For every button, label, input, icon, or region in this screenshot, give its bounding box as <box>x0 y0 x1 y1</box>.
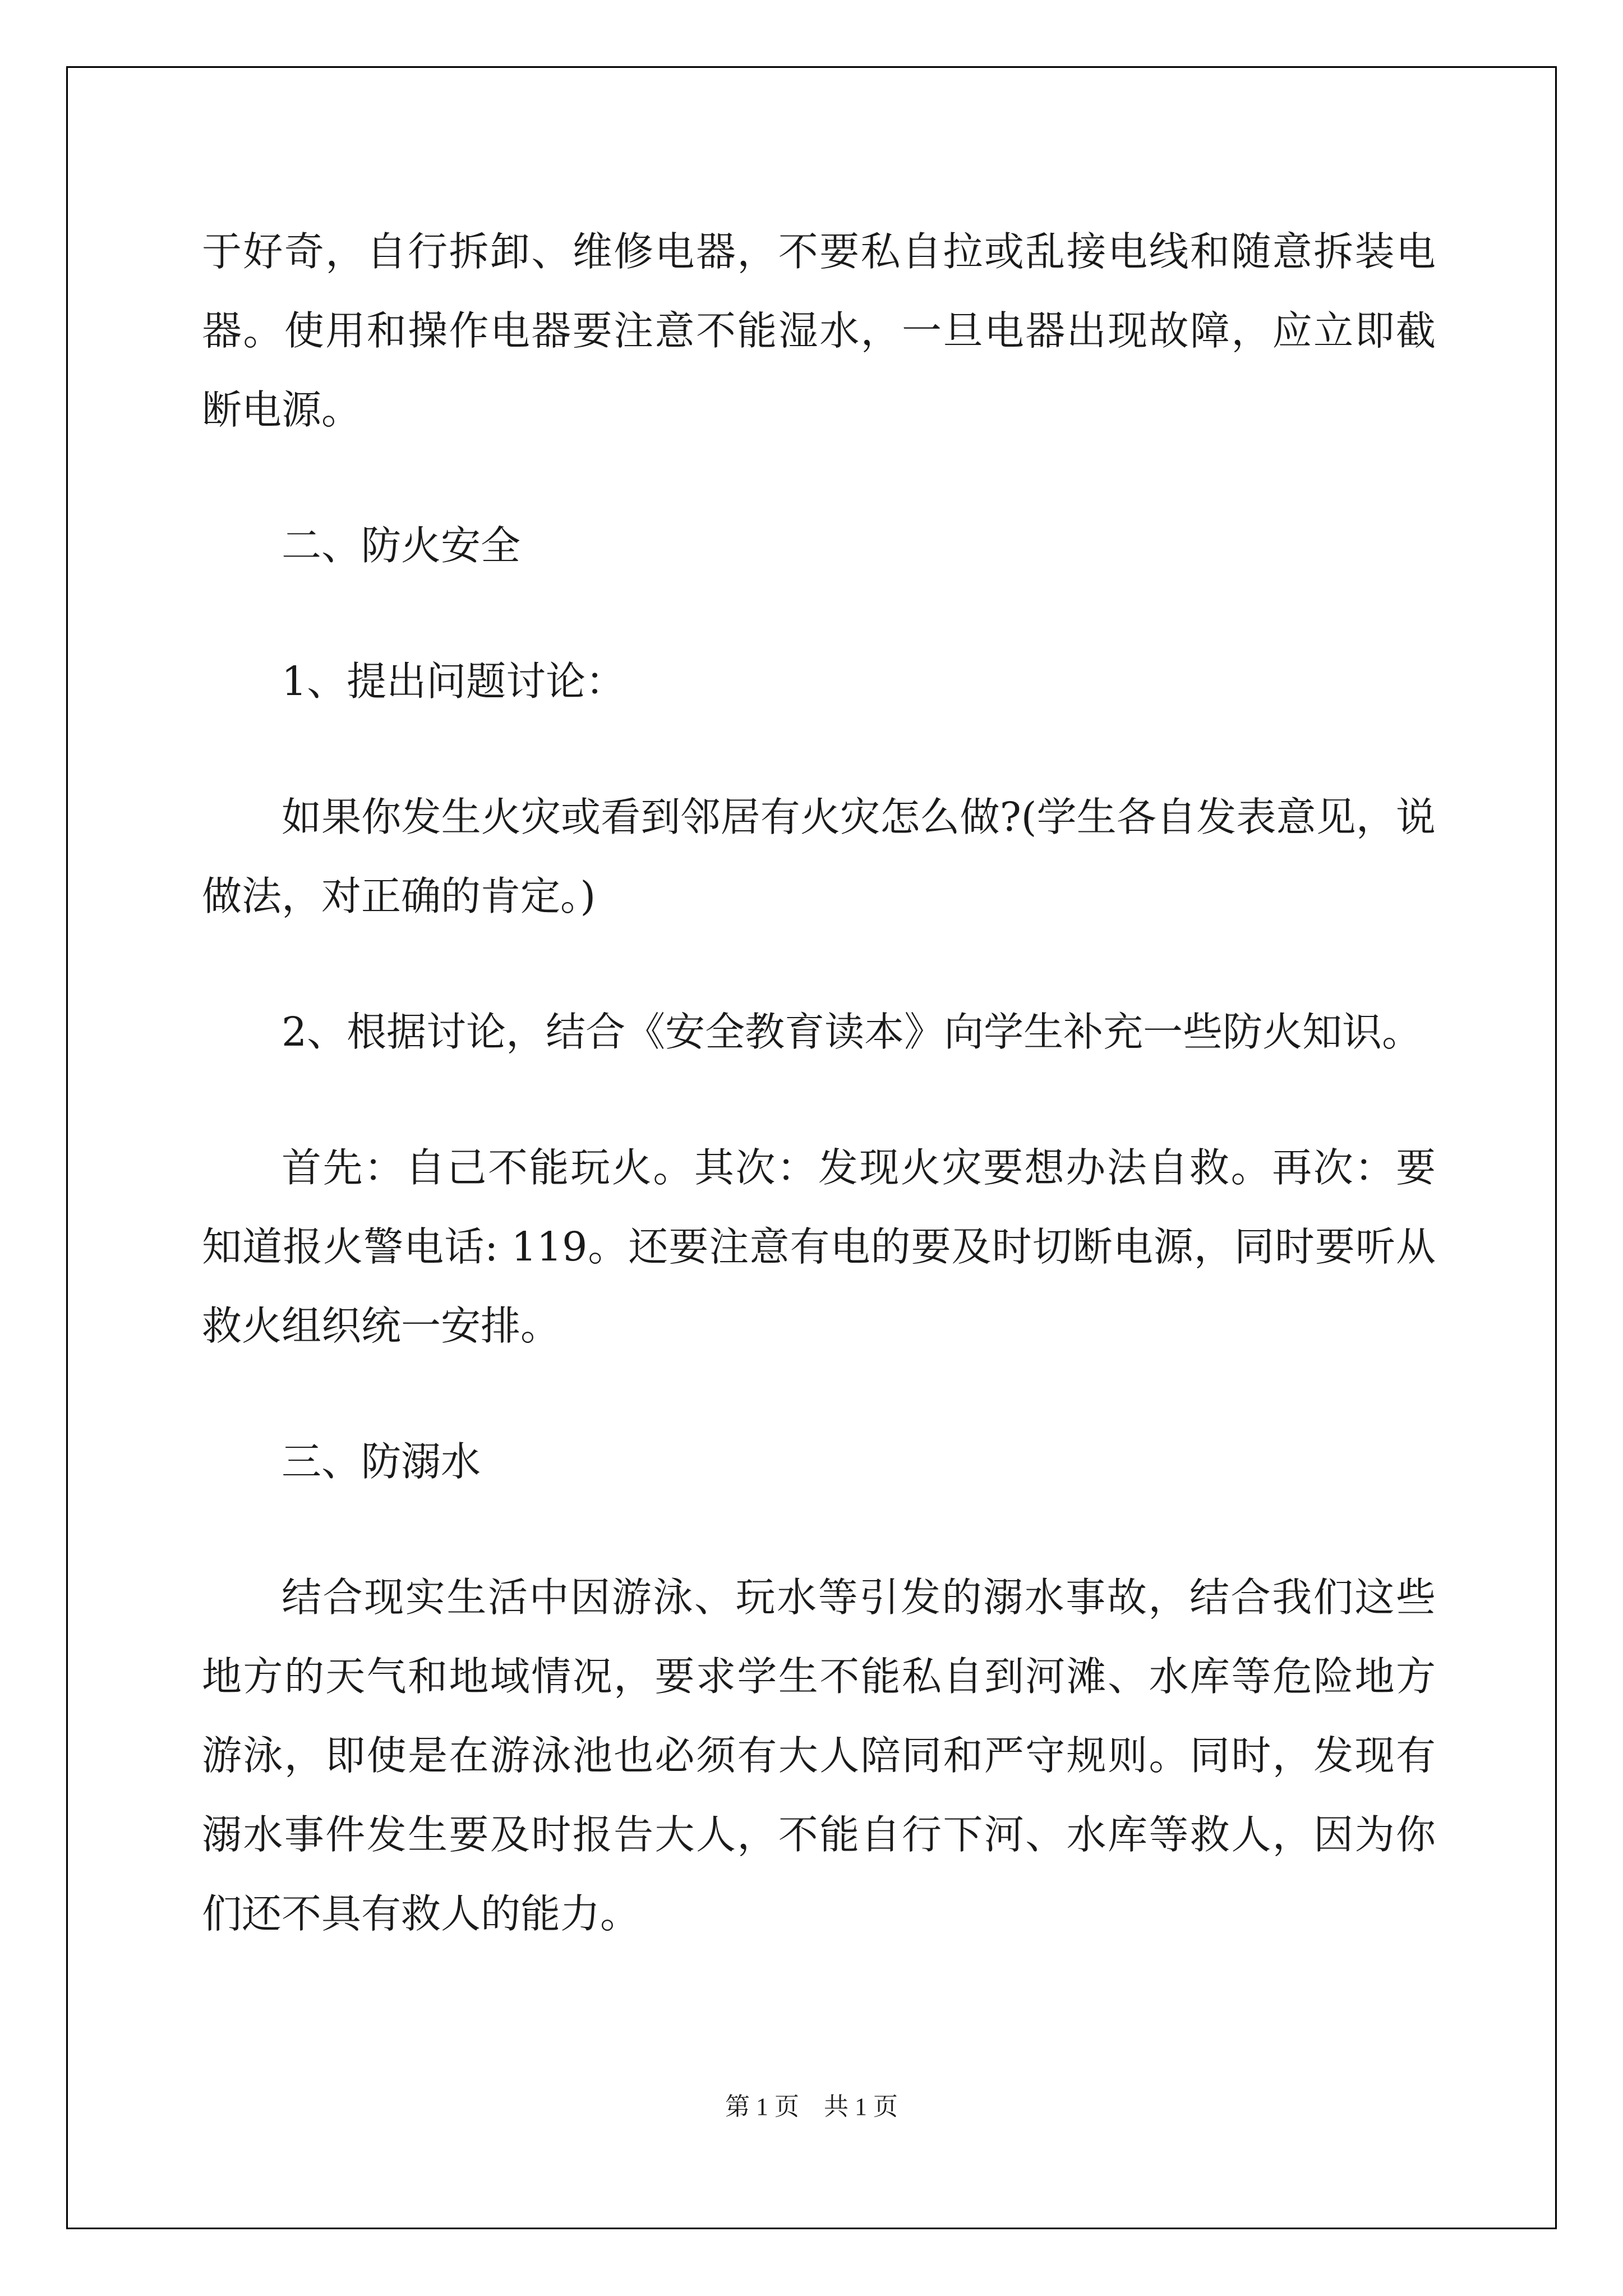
paragraph-discussion-question: 如果你发生火灾或看到邻居有火灾怎么做?(学生各自发表意见，说做法，对正确的肯定。) <box>202 794 1436 919</box>
heading-fire-safety: 二、防火安全 <box>282 522 521 569</box>
document-body <box>202 212 1436 2010</box>
paragraph-fire-knowledge: 2、根据讨论，结合《安全教育读本》向学生补充一些防火知识。 <box>282 1009 1422 1055</box>
paragraph-drowning-content: 结合现实生活中因游泳、玩水等引发的溺水事故，结合我们这些地方的天气和地域情况，要求学生不能私自到河滩、水库等危险地方游泳，即使是在游泳池也必须有大人陪同和严守规则。同时，发现有溺水事件发生要及时报告大人，不能自行下河、水库等救人，因为你们还不具有救人的能力。 <box>202 1574 1436 1937</box>
paragraph-electrical-safety: 于好奇，自行拆卸、维修电器，不要私自拉或乱接电线和随意拆装电器。使用和操作电器要注意不能湿水，一旦电器出现故障，应立即截断电源。 <box>202 228 1436 433</box>
page-number-footer: 第 1 页 共 1 页 <box>725 2093 898 2120</box>
heading-drowning-prevention: 三、防溺水 <box>282 1438 481 1485</box>
paragraph-fire-steps: 首先：自己不能玩火。其次：发现火灾要想办法自救。再次：要知道报火警电话: 119。还要注意有电的要及时切断电源，同时要听从救火组织统一安排。 <box>202 1144 1436 1349</box>
paragraph-discussion-title: 1、提出问题讨论： <box>282 658 626 705</box>
